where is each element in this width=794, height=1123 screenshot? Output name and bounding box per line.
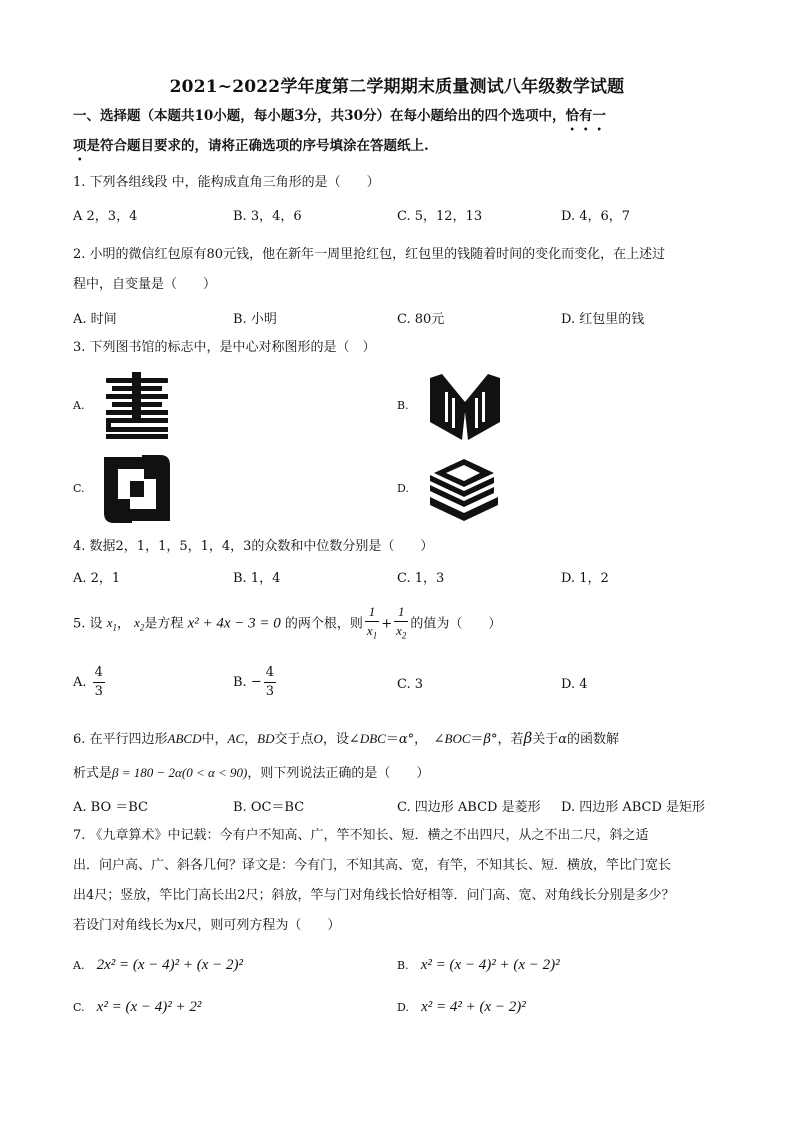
- q6-option-a: A. BO ＝BC: [73, 800, 148, 815]
- question-5-stem: 5. 设 $x_1$， $x_2$是方程 x² + 4x − 3 = 0 的两个根，则 $\frac{1}{x_1}$ + $\frac{1}{x_2}$ 的值为（ ）: [73, 603, 723, 648]
- question-2-line2: 程中，自变量是（ ）: [73, 277, 217, 292]
- emphasis-char: 恰: [565, 108, 579, 124]
- quadratic-equation: x² + 4x − 3 = 0: [187, 615, 281, 632]
- library-logo-b-icon: [428, 372, 502, 442]
- library-logo-d-icon: [428, 457, 500, 523]
- q7-option-a: A. 2x² = (x − 4)² + (x − 2)²: [73, 957, 244, 973]
- q5-option-b: B. − $\frac{4}{3}$: [233, 665, 275, 699]
- reciprocal-x2: $\frac{1}{x_2}$: [396, 604, 407, 641]
- q5-option-d: D. 4: [561, 677, 588, 692]
- q2-option-d: D. 红包里的钱: [561, 312, 645, 327]
- question-7-line3: 出4尺；竖放，竿比门高长出2尺；斜放，竿与门对角线长恰好相等．问门高、宽、对角线长分别是多少？: [73, 888, 675, 903]
- q5-option-a: A. $\frac{4}{3}$: [73, 665, 103, 699]
- emphasis-char: 有: [578, 108, 593, 124]
- library-logo-a-icon: [102, 372, 172, 440]
- q6-option-d: D. 四边形 ABCD 是矩形: [561, 800, 706, 815]
- question-6-line2: 析式是β = 180 − 2α(0 < α < 90)，则下列说法正确的是（ ）: [73, 765, 430, 781]
- q2-option-a: A. 时间: [73, 312, 117, 327]
- q1-option-b: B. 3，4，6: [233, 209, 302, 224]
- section-header-line1: 一、选择题（本题共10小题，每小题3分，共30分）在每小题给出的四个选项中，恰有一: [73, 100, 723, 132]
- question-1-stem: 1. 下列各组线段 中，能构成直角三角形的是（ ）: [73, 175, 380, 190]
- q7-option-d: D. x² = 4² + (x − 2)²: [397, 999, 526, 1015]
- q2-option-c: C. 80元: [397, 312, 445, 327]
- q6-option-b: B. OC＝BC: [233, 800, 305, 815]
- q4-option-d: D. 1，2: [561, 571, 609, 586]
- question-3-stem: 3. 下列图书馆的标志中，是中心对称图形的是（ ）: [73, 340, 376, 355]
- question-7-line4: 若设门对角线长为x尺，则可列方程为（ ）: [73, 918, 341, 933]
- q4-option-b: B. 1，4: [233, 571, 281, 586]
- page-title: 2021~2022学年度第二学期期末质量测试八年级数学试题: [169, 77, 625, 97]
- q7-option-c: C. x² = (x − 4)² + 2²: [73, 999, 202, 1015]
- q4-option-c: C. 1，3: [397, 571, 445, 586]
- q1-option-d: D. 4，6，7: [561, 209, 631, 224]
- q4-option-a: A. 2，1: [73, 571, 121, 586]
- q2-option-b: B. 小明: [233, 312, 277, 327]
- question-4-stem: 4. 数据2，1，1，5，1，4，3的众数和中位数分别是（ ）: [73, 539, 434, 554]
- question-7-line1: 7. 《九章算术》中记载：今有户不知高、广，竿不知长、短．横之不出四尺，从之不出二尺，斜之适: [73, 828, 649, 843]
- question-6-line1: 6. 在平行四边形ABCD中，AC，BD交于点O，设∠DBC＝α°， ∠BOC＝β°，若β关于α的函数解: [73, 729, 620, 747]
- q7-option-b: B. x² = (x − 4)² + (x − 2)²: [397, 957, 560, 973]
- emphasis-char: 一: [592, 108, 606, 124]
- q5-option-c: C. 3: [397, 677, 424, 692]
- question-2-line1: 2. 小明的微信红包原有80元钱，他在新年一周里抢红包，红包里的钱随着时间的变化而变化，在上述过: [73, 247, 666, 262]
- q1-option-c: C. 5，12，13: [397, 209, 483, 224]
- q3-option-b-label: B.: [397, 399, 409, 412]
- section-header-line2: 项是符合题目要求的，请将正确选项的序号填涂在答题纸上.: [73, 130, 723, 162]
- q3-option-a-label: A.: [73, 399, 85, 412]
- q6-option-c: C. 四边形 ABCD 是菱形: [397, 800, 541, 815]
- q1-option-a: A 2，3，4: [73, 209, 138, 224]
- emphasis-char: 项: [73, 138, 87, 154]
- q3-option-d-label: D.: [397, 482, 409, 495]
- reciprocal-x1: $\frac{1}{x_1}$: [366, 604, 378, 641]
- q3-option-c-label: C.: [73, 482, 85, 495]
- question-7-line2: 出．问户高、广、斜各几何？译文是：今有门，不知其高、宽，有竿，不知其长、短．横放，竿比门宽长: [73, 858, 672, 873]
- library-logo-c-icon: [102, 455, 172, 523]
